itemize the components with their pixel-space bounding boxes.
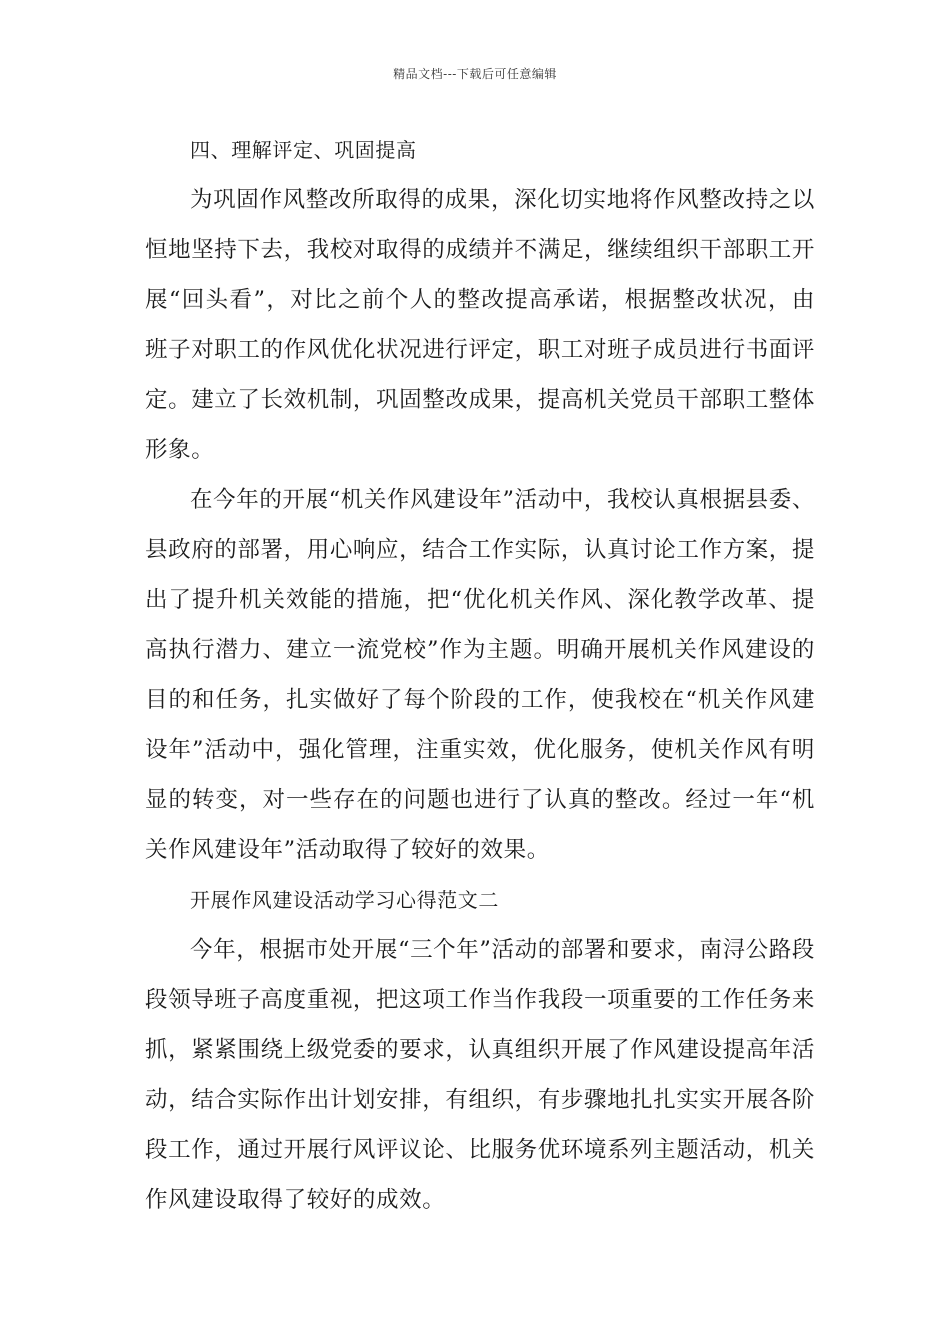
paragraph-1: 为巩固作风整改所取得的成果，深化切实地将作风整改持之以恒地坚持下去，我校对取得的成绩并不满足，继续组织干部职工开展“回头看”，对比之前个人的整改提高承诺，根据整改状况，由班子对职工的作风优化状况进行评定，职工对班子成员进行书面评定。建立了长效机制，巩固整改成果，提高机关党员干部职工整体形象。 bbox=[145, 187, 815, 463]
page-header: 精品文档---下载后可任意编辑 bbox=[393, 67, 557, 81]
section-heading: 四、理解评定、巩固提高 bbox=[190, 138, 417, 162]
subheading: 开展作风建设活动学习心得范文二 bbox=[190, 888, 499, 912]
paragraph-3: 今年，根据市处开展“三个年”活动的部署和要求，南浔公路段段领导班子高度重视，把这项工作当作我段一项重要的工作任务来抓，紧紧围绕上级党委的要求，认真组织开展了作风建设提高年活动，结合实际作出计划安排，有组织，有步骤地扎扎实实开展各阶段工作，通过开展行风评议论、比服务优环境系列主题活动，机关作风建设取得了较好的成效。 bbox=[145, 937, 815, 1213]
document-body bbox=[145, 125, 815, 1225]
paragraph-2: 在今年的开展“机关作风建设年”活动中，我校认真根据县委、县政府的部署，用心响应，结合工作实际，认真讨论工作方案，提出了提升机关效能的措施，把“优化机关作风、深化教学改革、提高执行潜力、建立一流党校”作为主题。明确开展机关作风建设的目的和任务，扎实做好了每个阶段的工作，使我校在“机关作风建设年”活动中，强化管理，注重实效，优化服务，使机关作风有明显的转变，对一些存在的问题也进行了认真的整改。经过一年“机关作风建设年”活动取得了较好的效果。 bbox=[145, 487, 815, 863]
